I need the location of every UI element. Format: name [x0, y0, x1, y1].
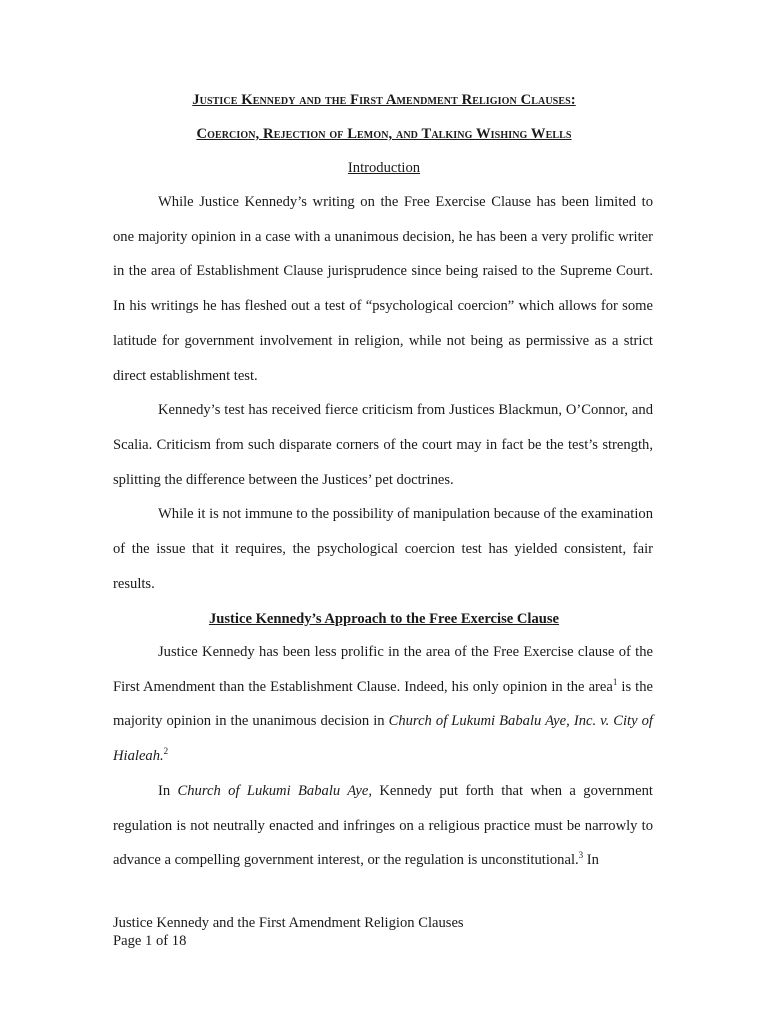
p1-text-a: Justice Kennedy has been less prolific in the area of the Free Exercise clause of the First Amendment than the Establishment Clause. Indeed, his only opinion in the area	[113, 644, 653, 695]
introduction-body	[113, 185, 653, 601]
introduction-heading: Introduction	[347, 160, 421, 176]
footnote-ref-1[interactable]: 1	[612, 676, 618, 687]
title-line-2: Coercion, Rejection of Lemon, and Talking Wishing Wells	[196, 126, 572, 142]
section-body	[113, 635, 653, 878]
section-paragraph-2	[113, 774, 653, 878]
section-paragraph-1	[113, 635, 653, 774]
footnote-ref-3[interactable]: 3	[578, 850, 584, 861]
page-footer	[113, 914, 464, 950]
p1-text-b: is the majority opinion in the unanimous decision in	[113, 678, 653, 730]
title-line-1: Justice Kennedy and the First Amendment Religion Clauses:	[192, 92, 576, 108]
page-number: Page 1 of 18	[113, 933, 187, 949]
p2-text-a: In	[158, 782, 178, 799]
footnote-ref-2[interactable]: 2	[163, 746, 169, 757]
intro-paragraph-1: While Justice Kennedy’s writing on the Free Exercise Clause has been limited to one majority opinion in a case with a unanimous decision, he has been a very prolific writer in the area of Establishment Clause jurisprudence since being raised to the Supreme Court. In his writings he has fleshed out a test of “psychological coercion” which allows for some latitude for government involvement in religion, while not being as permissive as a strict direct establishment test.	[113, 194, 653, 384]
section-heading: Justice Kennedy’s Approach to the Free Exercise Clause	[208, 611, 560, 627]
footer-title: Justice Kennedy and the First Amendment Religion Clauses	[113, 915, 464, 931]
intro-paragraph-2: Kennedy’s test has received fierce criticism from Justices Blackmun, O’Connor, and Scalia. Criticism from such disparate corners of the court may in fact be the test’s strength, splitting the difference between the Justices’ pet doctrines.	[113, 402, 653, 488]
case-name-short: Church of Lukumi Babalu Aye	[177, 782, 369, 799]
p2-text-b: , Kennedy put forth that when a government regulation is not neutrally enacted and infringes on a religious practice must be narrowly to advance a compelling government interest, or the regulation is unconstitutional.	[113, 782, 653, 869]
p2-text-c: In	[583, 852, 599, 869]
case-name: Church of Lukumi Babalu Aye, Inc. v. City of Hialeah.	[113, 713, 653, 765]
intro-paragraph-3: While it is not immune to the possibility of manipulation because of the examination of the issue that it requires, the psychological coercion test has yielded consistent, fair results.	[113, 506, 653, 592]
